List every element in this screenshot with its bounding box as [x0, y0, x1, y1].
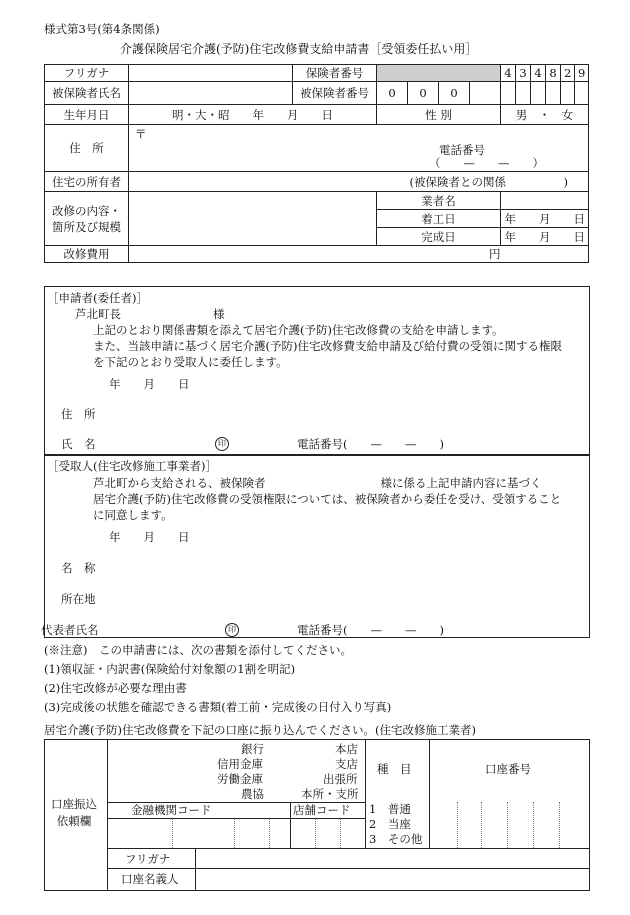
- form-title: 介護保険居宅介護(予防)住宅改修費支給申請書［受領委任払い用］: [120, 42, 478, 56]
- insurer-digit: 4: [501, 65, 516, 82]
- phone-format: （ — — ）: [429, 156, 544, 170]
- branch-sub[interactable]: 本所・支所: [301, 787, 359, 801]
- notes-heading: (※注意) この申請書には、次の書類を添付してください。: [44, 643, 352, 657]
- sex-field[interactable]: 男 ・ 女: [501, 105, 589, 125]
- branch-office[interactable]: 出張所: [323, 772, 358, 786]
- end-date-field[interactable]: 年 月 日: [501, 228, 589, 246]
- applicant-date[interactable]: 年 月 日: [109, 377, 190, 391]
- insured-digit-cell[interactable]: [561, 82, 575, 105]
- insurer-digit: 8: [546, 65, 561, 82]
- insured-digit-cell[interactable]: [531, 82, 546, 105]
- account-number-label: 口座番号: [485, 762, 531, 776]
- type-label: 種 目: [377, 762, 412, 776]
- addressee: 芦北町長 様: [75, 307, 225, 321]
- form-number: 様式第3号(第4条関係): [44, 22, 160, 36]
- recipient-body-2: 居宅介護(予防)住宅改修費の受領権限については、被保険者から委任を受け、受領すること: [93, 492, 562, 506]
- type-option[interactable]: 1 普通: [369, 802, 411, 816]
- insurer-digit: 4: [531, 65, 546, 82]
- bank-instruction: 居宅介護(予防)住宅改修費を下記の口座に振り込んでください。(住宅改修施工業者): [44, 723, 476, 737]
- seal-icon: 印: [215, 437, 229, 451]
- recipient-date[interactable]: 年 月 日: [109, 530, 190, 544]
- contractor-label: 業者名: [377, 192, 501, 210]
- account-furigana-label: フリガナ: [125, 852, 171, 866]
- address-field[interactable]: [129, 125, 589, 172]
- note-item: (1)領収証・内訳書(保険給付対象額の1割を明記): [44, 662, 296, 676]
- recipient-phone[interactable]: 電話番号( — — ): [297, 623, 444, 637]
- insured-name-label: 被保険者氏名: [45, 82, 129, 105]
- insured-digit-cell[interactable]: [546, 82, 561, 105]
- insured-name-field[interactable]: [129, 82, 293, 105]
- institution-labor[interactable]: 労働金庫: [217, 772, 263, 786]
- insured-digit: 0: [439, 82, 470, 104]
- applicant-section: [44, 286, 590, 456]
- applicant-body-2: また、当該申請に基づく居宅介護(予防)住宅改修費支給申請及び給付費の受領に関する権限: [93, 339, 562, 353]
- account-holder-label: 口座名義人: [121, 872, 179, 886]
- start-date-label: 着工日: [377, 210, 501, 228]
- applicant-heading: ［申請者(委任者)］: [47, 291, 148, 305]
- insurer-gray-cell: [377, 65, 501, 82]
- recipient-location-label: 所在地: [61, 592, 96, 606]
- seal-icon: 印: [225, 623, 239, 637]
- insured-digit-cell[interactable]: [575, 82, 589, 105]
- recipient-rep-label: 代表者氏名: [41, 623, 99, 637]
- owner-field[interactable]: (被保険者との関係 ): [129, 172, 589, 192]
- renovation-field[interactable]: [129, 192, 377, 246]
- renovation-label: 改修の内容・ 箇所及び規模: [45, 192, 129, 246]
- recipient-name-label: 名 称: [61, 561, 96, 575]
- furigana-field[interactable]: [129, 65, 293, 82]
- insurer-number-label: 保険者番号: [293, 65, 377, 82]
- applicant-body-1: 上記のとおり関係書類を添えて居宅介護(予防)住宅改修費の支給を申請します。: [93, 323, 504, 337]
- start-date-field[interactable]: 年 月 日: [501, 210, 589, 228]
- branch-code-label: 店舗コード: [293, 803, 351, 817]
- recipient-body-3: に同意します。: [93, 508, 173, 522]
- bank-transfer-label: 口座振込 依頼欄: [51, 797, 97, 828]
- applicant-body-3: を下記のとおり受取人に委任します。: [93, 355, 288, 369]
- furigana-label: フリガナ: [45, 65, 129, 82]
- bank-code-label: 金融機関コード: [131, 803, 212, 817]
- recipient-heading: ［受取人(住宅改修施工事業者)］: [47, 459, 217, 473]
- address-label: 住 所: [45, 125, 129, 172]
- cost-field[interactable]: 円: [129, 246, 589, 263]
- birth-field[interactable]: 明・大・昭 年 月 日: [129, 105, 377, 125]
- applicant-phone[interactable]: 電話番号( — — ): [297, 437, 444, 451]
- branch-branch[interactable]: 支店: [335, 757, 358, 771]
- institution-agri[interactable]: 農協: [241, 787, 264, 801]
- type-option[interactable]: 3 その他: [369, 832, 423, 846]
- phone-label: 電話番号: [439, 143, 485, 157]
- cost-label: 改修費用: [45, 246, 129, 263]
- contractor-field[interactable]: [501, 192, 589, 210]
- applicant-table: [44, 64, 589, 263]
- institution-credit[interactable]: 信用金庫: [217, 757, 263, 771]
- branch-main[interactable]: 本店: [335, 742, 358, 756]
- institution-bank[interactable]: 銀行: [241, 742, 264, 756]
- recipient-section: [41, 454, 590, 638]
- insured-number-label: 被保険者番号: [293, 82, 377, 105]
- insured-number-cells[interactable]: [377, 82, 501, 105]
- insurer-digit: 9: [575, 65, 589, 82]
- insured-digit: 0: [377, 82, 408, 104]
- insurer-digit: 2: [561, 65, 575, 82]
- birth-label: 生年月日: [45, 105, 129, 125]
- insured-digit: 0: [408, 82, 439, 104]
- recipient-body-1: 芦北町から支給される、被保険者 様に係る上記申請内容に基づく: [93, 476, 542, 490]
- owner-label: 住宅の所有者: [45, 172, 129, 192]
- applicant-name-label: 氏 名: [61, 437, 96, 451]
- note-item: (2)住宅改修が必要な理由書: [44, 681, 187, 695]
- insurer-digit: 3: [516, 65, 531, 82]
- type-option[interactable]: 2 当座: [369, 817, 411, 831]
- insured-digit-cell[interactable]: [516, 82, 531, 105]
- sex-label: 性 別: [377, 105, 501, 125]
- end-date-label: 完成日: [377, 228, 501, 246]
- insured-digit-cell[interactable]: [501, 82, 516, 105]
- bank-table: [44, 739, 590, 891]
- applicant-address-label: 住 所: [61, 407, 96, 421]
- postal-mark: 〒: [135, 127, 147, 141]
- note-item: (3)完成後の状態を確認できる書類(着工前・完成後の日付入り写真): [44, 700, 392, 714]
